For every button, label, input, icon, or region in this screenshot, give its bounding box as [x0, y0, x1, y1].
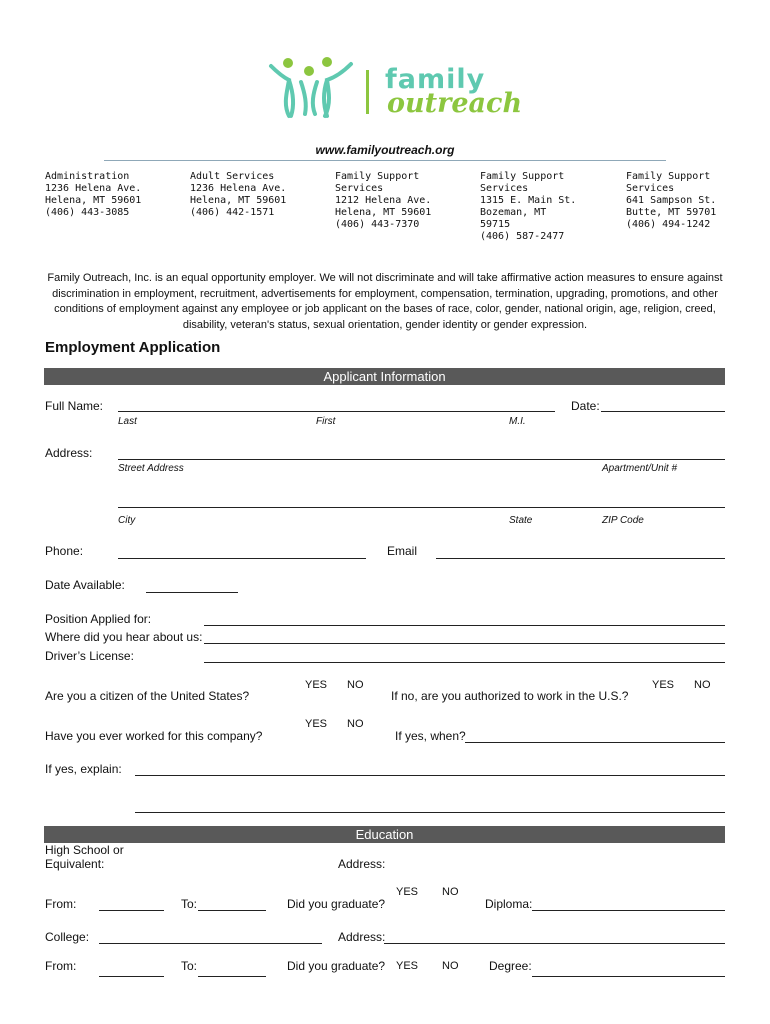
citizen-question: Are you a citizen of the United States? — [45, 689, 250, 703]
college-from-field[interactable] — [99, 976, 164, 977]
logo-word-family: family — [385, 64, 486, 95]
phone-field[interactable] — [118, 558, 366, 559]
office-address: Family Support Services 1315 E. Main St. Bozeman, MT 59715 (406) 587-2477 — [480, 171, 577, 242]
hs-to-field[interactable] — [198, 910, 266, 911]
college-graduate-yes-option[interactable]: YES — [396, 960, 419, 972]
header-rule — [104, 160, 666, 161]
hs-to-label: To: — [181, 897, 198, 911]
office-address: Adult Services 1236 Helena Ave. Helena, MT 59601 (406) 442-1571 — [190, 171, 287, 218]
referral-source-field[interactable] — [204, 643, 725, 644]
authorized-question: If no, are you authorized to work in the U.S.? — [391, 689, 629, 703]
logo-word-outreach: outreach — [387, 88, 523, 119]
city-state-zip-field[interactable] — [118, 507, 725, 508]
apartment-caption: Apartment/Unit # — [602, 463, 678, 474]
worked-question: Have you ever worked for this company? — [45, 729, 263, 743]
hs-graduate-question: Did you graduate? — [287, 897, 386, 911]
email-label: Email — [387, 544, 418, 558]
position-label: Position Applied for: — [45, 612, 152, 626]
explain-label: If yes, explain: — [45, 762, 122, 776]
eeo-statement: Family Outreach, Inc. is an equal opportunity employer. We will not discriminate and will take affirmative action measures to ensure against discrimination in employment, recruitment, advertisements for employment, compensation, termination, upgrading, promotions, and other conditions of employment against any employee or job applicant on the bases of race, color, gender, national origin, age, religion, creed, disability, veteran's status, sexual orientation, gender identity or gender expression. — [47, 272, 723, 331]
phone-label: Phone: — [45, 544, 84, 558]
section-header-applicant: Applicant Information — [44, 368, 725, 385]
college-label: College: — [45, 930, 90, 944]
college-from-label: From: — [45, 959, 77, 973]
high-school-label: High School or Equivalent: — [45, 843, 124, 871]
date-available-field[interactable] — [146, 592, 238, 593]
first-name-caption: First — [316, 416, 336, 427]
date-available-label: Date Available: — [45, 578, 125, 592]
explain-field-continued[interactable] — [135, 812, 725, 813]
last-name-caption: Last — [118, 416, 137, 427]
office-address: Family Support Services 1212 Helena Ave. Helena, MT 59601 (406) 443-7370 — [335, 171, 432, 230]
worked-yes-option[interactable]: YES — [305, 718, 328, 730]
citizen-no-option[interactable]: NO — [347, 679, 364, 691]
logo-divider — [366, 70, 369, 114]
college-address-label: Address: — [338, 930, 386, 944]
hs-from-label: From: — [45, 897, 77, 911]
date-field[interactable] — [601, 411, 725, 412]
referral-source-label: Where did you hear about us: — [45, 630, 203, 644]
degree-field[interactable] — [532, 976, 725, 977]
authorized-yes-option[interactable]: YES — [652, 679, 675, 691]
email-field[interactable] — [436, 558, 725, 559]
street-address-field[interactable] — [118, 459, 725, 460]
college-to-label: To: — [181, 959, 198, 973]
position-field[interactable] — [204, 625, 725, 626]
high-school-address-label: Address: — [338, 857, 386, 871]
diploma-label: Diploma: — [485, 897, 533, 911]
hs-from-field[interactable] — [99, 910, 164, 911]
drivers-license-label: Driver’s License: — [45, 649, 134, 663]
worked-when-field[interactable] — [465, 742, 725, 743]
street-address-caption: Street Address — [118, 463, 184, 474]
worked-no-option[interactable]: NO — [347, 718, 364, 730]
middle-initial-caption: M.I. — [509, 416, 526, 427]
office-address: Family Support Services 641 Sampson St. Butte, MT 59701 (406) 494-1242 — [626, 171, 717, 230]
worked-when-label: If yes, when? — [395, 729, 466, 743]
degree-label: Degree: — [489, 959, 532, 973]
college-graduate-question: Did you graduate? — [287, 959, 386, 973]
college-field[interactable] — [99, 943, 322, 944]
address-label: Address: — [45, 446, 93, 460]
logo — [265, 52, 523, 132]
diploma-field[interactable] — [532, 910, 725, 911]
college-to-field[interactable] — [198, 976, 266, 977]
hs-graduate-yes-option[interactable]: YES — [396, 886, 419, 898]
date-label: Date: — [571, 399, 600, 413]
state-caption: State — [509, 515, 533, 526]
office-address: Administration 1236 Helena Ave. Helena, MT 59601 (406) 443-3085 — [45, 171, 142, 218]
full-name-field[interactable] — [118, 411, 555, 412]
website-link[interactable]: www.familyoutreach.org — [315, 143, 455, 157]
hs-graduate-no-option[interactable]: NO — [442, 886, 459, 898]
zip-caption: ZIP Code — [602, 515, 644, 526]
form-title: Employment Application — [45, 339, 221, 356]
college-graduate-no-option[interactable]: NO — [442, 960, 459, 972]
authorized-no-option[interactable]: NO — [694, 679, 711, 691]
citizen-yes-option[interactable]: YES — [305, 679, 328, 691]
college-address-field[interactable] — [384, 943, 725, 944]
logo-figures-icon — [265, 52, 355, 122]
explain-field[interactable] — [135, 775, 725, 776]
full-name-label: Full Name: — [45, 399, 104, 413]
drivers-license-field[interactable] — [204, 662, 725, 663]
city-caption: City — [118, 515, 136, 526]
section-header-education: Education — [44, 826, 725, 843]
